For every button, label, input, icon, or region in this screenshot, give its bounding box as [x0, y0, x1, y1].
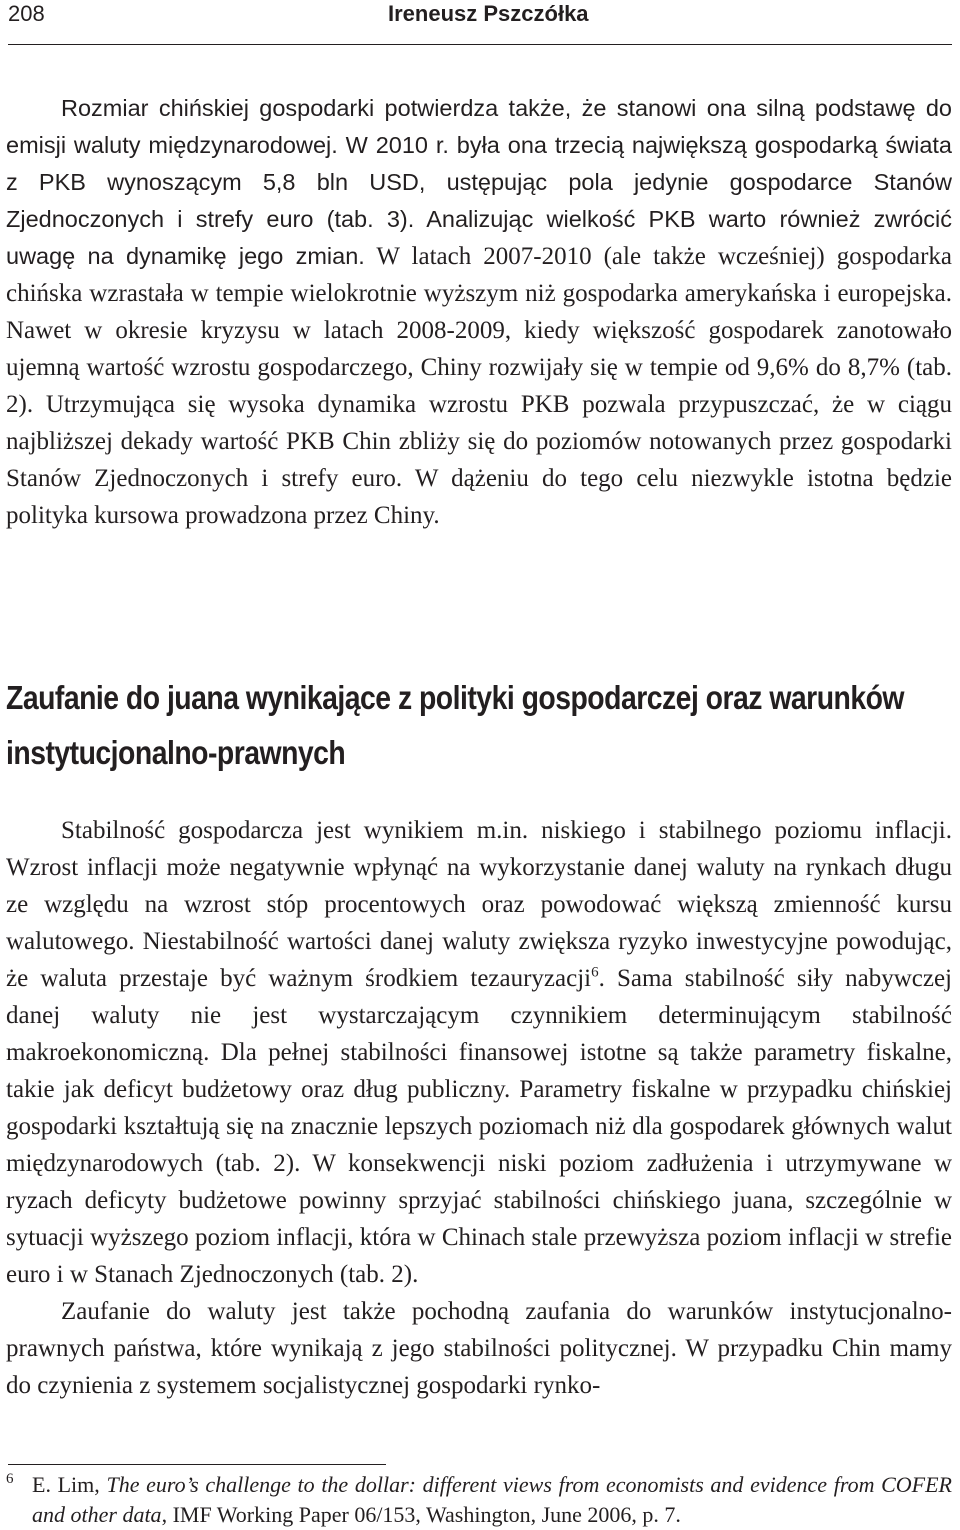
footnote-details: , IMF Working Paper 06/153, Washington, June 2006, p. 7.	[161, 1502, 681, 1527]
footnote-reference[interactable]: 6	[591, 964, 599, 981]
running-header	[8, 0, 952, 34]
paragraph-2-part-1: Stabilność gospodarcza jest wynikiem m.in. niskiego i stabilnego poziomu inflacji. Wzrost inflacji może negatywnie wpłynąć na wykorzystanie danej waluty na rynkach długu ze względu na wzrost stóp procentowych oraz powodować większą zmienność kursu walutowego. Niestabilność wartości danej waluty zwiększa ryzyko inwestycyjne powodując, że waluta przestaje być ważnym środkiem tezauryzacji	[6, 817, 952, 992]
paragraph-1-serif-part: W latach 2007-2010 (ale także wcześniej) gospodarka chińska wzrastała w tempie wielokrotnie wyższym niż gospodarka amerykańska i europejska. Nawet w okresie kryzysu w latach 2008-2009, kiedy większość gospodarek zanotowało ujemną wartość wzrostu gospodarczego, Chiny rozwijały się w tempie od 9,6% do 8,7% (tab. 2). Utrzymująca się wysoka dynamika wzrostu PKB pozwala przypuszczać, że w ciągu najbliższej dekady wartość PKB Chin zbliży się do poziomów notowanych przez gospodarki Stanów Zjednoczonych i strefy euro. W dążeniu do tego celu niezwykle istotna będzie polityka kursowa prowadzona przez Chiny.	[6, 243, 952, 529]
page-number: 208	[8, 1, 45, 26]
footnote-author: E. Lim,	[32, 1472, 107, 1497]
paragraph-institutional-trust: Zaufanie do waluty jest także pochodną zaufania do warunków instytucjonalno-prawnych państwa, które wynikają z jego stabilności politycznej. W przypadku Chin mamy do czynienia z systemem socjalistycznej gospodarki rynko-	[6, 1298, 952, 1399]
footnote-mark: 6	[6, 1471, 14, 1487]
paragraph-1-sans-part: Rozmiar chińskiej gospodarki potwierdza także, że stanowi ona silną podstawę do emisji waluty międzynarodowej. W 2010 r. była ona trzecią największą gospodarką świata z PKB wynoszącym 5,8 bln USD, ustępując pola jedynie gospodarce Stanów Zjednoczonych i strefy euro (tab. 3). Analizując wielkość PKB warto również zwrócić uwagę na dynamikę jego zmian.	[6, 95, 952, 269]
section-heading: Zaufanie do juana wynikające z polityki gospodarczej oraz warunków instytucjonalno-prawnych	[6, 679, 904, 771]
footnote-rule	[8, 1464, 386, 1465]
body-text-lower	[6, 812, 952, 1404]
body-text-upper	[6, 90, 952, 534]
paragraph-2-part-2: . Sama stabilność siły nabywczej danej waluty nie jest wystarczającym czynnikiem determinującym stabilność makroekonomiczną. Dla pełnej stabilności finansowej istotne są także parametry fiskalne, takie jak deficyt budżetowy oraz dług publiczny. Parametry fiskalne w przypadku chińskiej gospodarki kształtują się na znacznie lepszych poziomach niż dla gospodarek głównych walut międzynarodowych (tab. 2). W konsekwencji niski poziom zadłużenia i utrzymywane w ryzach deficyty budżetowe powinny sprzyjać stabilności chińskiego juana, szczególnie w sytuacji wyższego poziom inflacji, która w Chinach stale przewyższa poziom inflacji w strefie euro i w Stanach Zjednoczonych (tab. 2).	[6, 965, 952, 1288]
header-rule	[8, 44, 952, 45]
footnote-title: The euro’s challenge to the dollar: different views from economists and evidence from COFER and other data	[32, 1472, 952, 1527]
footnote	[6, 1470, 952, 1530]
paragraph-stability	[6, 812, 952, 1293]
running-head-author: Ireneusz Pszczółka	[388, 1, 589, 26]
paragraph-gdp-size	[6, 90, 952, 534]
